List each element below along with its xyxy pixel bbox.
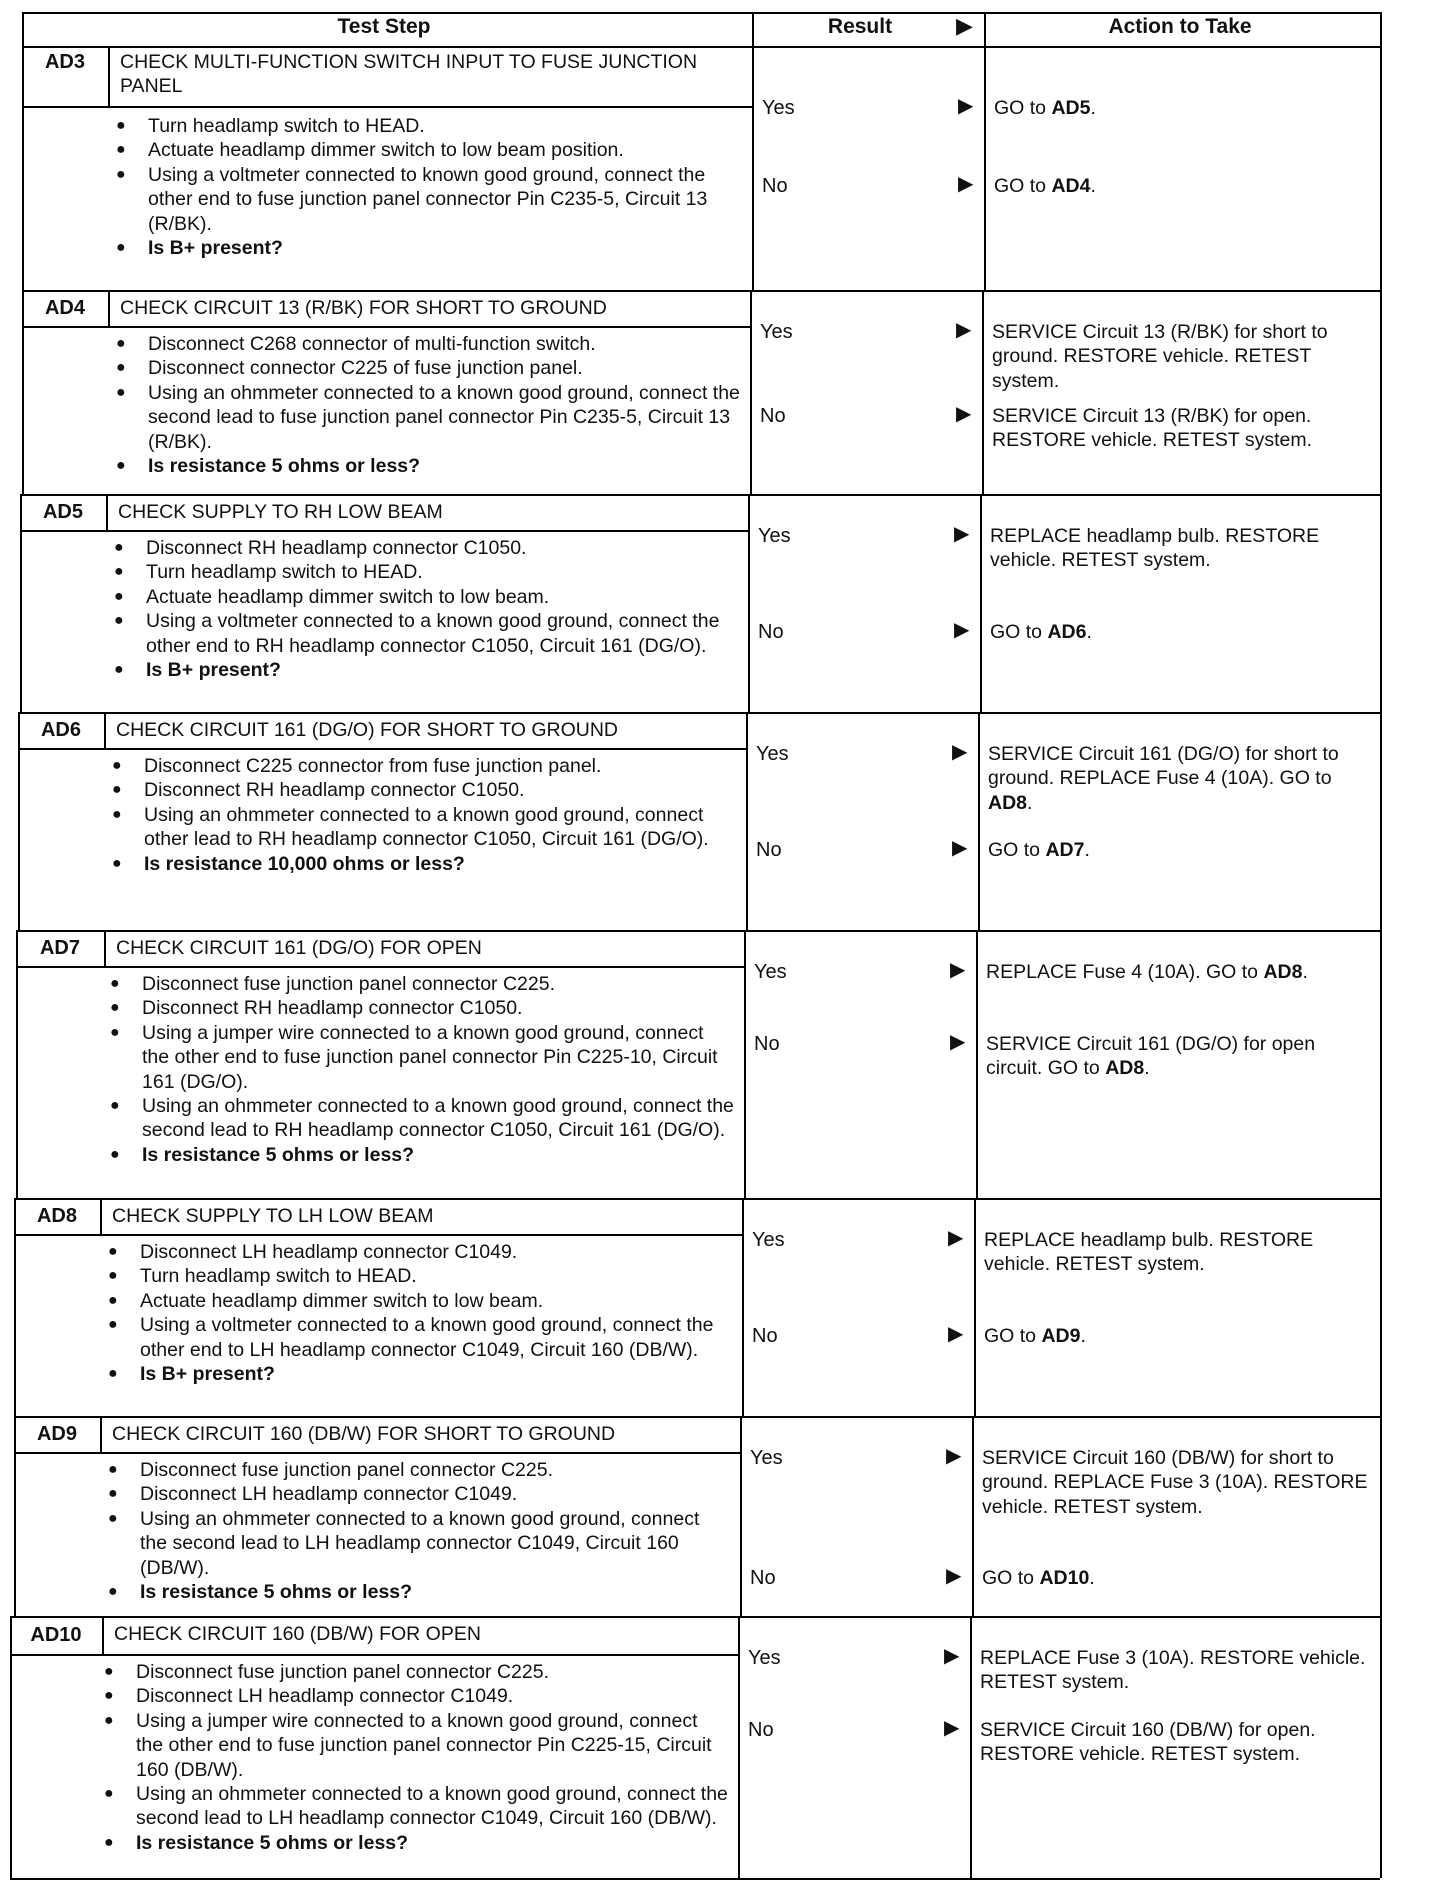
result-arrow-icon: ▶ bbox=[952, 837, 968, 859]
result-arrow-icon: ▶ bbox=[954, 619, 970, 641]
step-instructions bbox=[96, 1660, 728, 1855]
action-segment: AD7 bbox=[1045, 839, 1085, 861]
action-segment: . bbox=[1144, 1057, 1150, 1080]
step-id: AD6 bbox=[18, 712, 106, 748]
action-text bbox=[986, 1032, 1374, 1081]
action-segment: SERVICE Circuit 160 (DB/W) for open. RESTORE vehicle. RETEST system. bbox=[980, 1719, 1316, 1766]
step-question: ● Is resistance 5 ohms or less? bbox=[100, 1580, 730, 1604]
action-text bbox=[992, 404, 1374, 453]
action-text bbox=[984, 1324, 1374, 1348]
action-text bbox=[982, 1566, 1374, 1590]
col-divider-action bbox=[972, 1416, 974, 1616]
instruction-item: ● Turn headlamp switch to HEAD. bbox=[108, 114, 742, 138]
col-divider-action bbox=[970, 1616, 972, 1878]
step-instructions bbox=[102, 972, 734, 1167]
instruction-item: ● Actuate headlamp dimmer switch to low beam. bbox=[106, 585, 738, 609]
step-question: ● Is resistance 5 ohms or less? bbox=[96, 1831, 728, 1855]
action-text bbox=[988, 742, 1374, 815]
result-arrow-icon: ▶ bbox=[946, 1445, 962, 1467]
result-yes: Yes bbox=[758, 525, 791, 547]
action-segment: GO to bbox=[984, 1325, 1042, 1347]
action-segment: GO to bbox=[990, 621, 1048, 643]
action-segment: . bbox=[1080, 1325, 1086, 1347]
instruction-item: ● Using an ohmmeter connected to a known good ground, connect other lead to RH headlamp connector C1050, Circuit 161 (DG/O). bbox=[104, 803, 736, 852]
action-text bbox=[980, 1646, 1374, 1695]
action-segment: . bbox=[1027, 791, 1033, 814]
instruction-item: ● Using a jumper wire connected to a known good ground, connect the other end to fuse junction panel connector Pin C225-10, Circuit 161 (DG/O). bbox=[102, 1021, 734, 1094]
action-text bbox=[984, 1228, 1374, 1277]
action-text bbox=[986, 960, 1374, 984]
col-divider-step bbox=[738, 1616, 740, 1878]
action-segment: SERVICE Circuit 13 (R/BK) for open. RESTORE vehicle. RETEST system. bbox=[992, 405, 1313, 452]
step-title-underline bbox=[18, 748, 746, 750]
action-text bbox=[994, 96, 1374, 120]
instruction-item: ● Disconnect fuse junction panel connector C225. bbox=[100, 1458, 730, 1482]
step-title-underline bbox=[16, 966, 744, 968]
action-segment: SERVICE Circuit 13 (R/BK) for short to ground. RESTORE vehicle. RETEST system. bbox=[992, 321, 1328, 392]
result-arrow-icon: ▶ bbox=[946, 1565, 962, 1587]
step-instructions bbox=[108, 114, 742, 260]
step-instructions bbox=[106, 536, 738, 682]
step-title: CHECK CIRCUIT 161 (DG/O) FOR SHORT TO GROUND bbox=[116, 719, 619, 741]
step-title-underline bbox=[14, 1452, 740, 1454]
result-yes: Yes bbox=[754, 961, 787, 983]
step-title: CHECK MULTI-FUNCTION SWITCH INPUT TO FUSE JUNCTION PANEL bbox=[120, 51, 698, 97]
action-segment: . bbox=[1086, 621, 1092, 643]
col-divider-action bbox=[984, 46, 986, 290]
action-segment: GO to bbox=[982, 1567, 1040, 1589]
result-arrow-icon: ▶ bbox=[956, 319, 972, 341]
action-segment: AD8 bbox=[1263, 961, 1303, 983]
col-divider-step bbox=[742, 1198, 744, 1416]
step-id: AD3 bbox=[22, 46, 110, 106]
step-title-underline bbox=[20, 530, 748, 532]
step-question: ● Is resistance 5 ohms or less? bbox=[108, 454, 740, 478]
header-result: Result bbox=[827, 15, 893, 38]
step-instructions bbox=[100, 1458, 730, 1604]
header-col-divider bbox=[752, 12, 754, 46]
step-id: AD7 bbox=[16, 930, 106, 966]
instruction-item: ● Disconnect RH headlamp connector C1050. bbox=[102, 996, 734, 1020]
result-yes: Yes bbox=[762, 97, 795, 119]
instruction-item: ● Disconnect connector C225 of fuse junction panel. bbox=[108, 356, 740, 380]
step-title-underline bbox=[10, 1654, 738, 1656]
action-segment: AD5 bbox=[1051, 97, 1091, 119]
action-text bbox=[980, 1718, 1374, 1767]
col-divider-action bbox=[982, 290, 984, 494]
action-text bbox=[990, 620, 1374, 644]
step-id: AD5 bbox=[20, 494, 108, 530]
result-arrow-icon: ▶ bbox=[950, 1031, 966, 1053]
result-no: No bbox=[748, 1719, 774, 1741]
col-divider-action bbox=[980, 494, 982, 712]
action-segment: SERVICE Circuit 160 (DB/W) for short to ground. REPLACE Fuse 3 (10A). RESTORE vehicle. RETEST system. bbox=[982, 1447, 1368, 1518]
step-title: CHECK CIRCUIT 161 (DG/O) FOR OPEN bbox=[116, 937, 482, 959]
step-instructions bbox=[108, 332, 740, 478]
action-text bbox=[988, 838, 1374, 862]
step-title: CHECK SUPPLY TO RH LOW BEAM bbox=[118, 501, 443, 523]
step-question: ● Is resistance 5 ohms or less? bbox=[102, 1143, 734, 1167]
col-divider-step bbox=[746, 712, 748, 930]
result-arrow-icon: ▶ bbox=[948, 1227, 964, 1249]
instruction-item: ● Disconnect LH headlamp connector C1049. bbox=[96, 1684, 728, 1708]
result-no: No bbox=[752, 1325, 778, 1347]
instruction-item: ● Actuate headlamp dimmer switch to low beam position. bbox=[108, 138, 742, 162]
header-col-divider bbox=[984, 12, 986, 46]
action-segment: AD8 bbox=[988, 791, 1028, 814]
action-segment: REPLACE Fuse 4 (10A). GO to bbox=[986, 961, 1264, 983]
instruction-item: ● Using an ohmmeter connected to a known good ground, connect the second lead to LH headlamp connector C1049, Circuit 160 (DB/W). bbox=[100, 1507, 730, 1580]
col-divider-action bbox=[974, 1198, 976, 1416]
action-segment: AD6 bbox=[1047, 621, 1087, 643]
header-action: Action to Take bbox=[1108, 15, 1252, 38]
instruction-item: ● Actuate headlamp dimmer switch to low beam. bbox=[100, 1289, 732, 1313]
action-segment: GO to bbox=[988, 839, 1046, 861]
result-no: No bbox=[754, 1033, 780, 1055]
step-question: ● Is B+ present? bbox=[100, 1362, 732, 1386]
action-segment: AD10 bbox=[1039, 1567, 1090, 1589]
result-yes: Yes bbox=[756, 743, 789, 765]
result-arrow-icon: ▶ bbox=[952, 741, 968, 763]
result-yes: Yes bbox=[750, 1447, 783, 1469]
step-title-underline bbox=[14, 1234, 742, 1236]
col-divider-action bbox=[976, 930, 978, 1198]
result-arrow-icon: ▶ bbox=[956, 403, 972, 425]
action-segment: . bbox=[1090, 175, 1096, 197]
instruction-item: ● Disconnect C268 connector of multi-function switch. bbox=[108, 332, 740, 356]
instruction-item: ● Using a voltmeter connected to known good ground, connect the other end to fuse junction panel connector Pin C235-5, Circuit 13 (R/BK). bbox=[108, 163, 742, 236]
col-divider-action bbox=[978, 712, 980, 930]
instruction-item: ● Using a jumper wire connected to a known good ground, connect the other end to fuse junction panel connector Pin C225-15, Circuit 160 (DB/W). bbox=[96, 1709, 728, 1782]
action-segment: AD9 bbox=[1041, 1325, 1081, 1347]
result-no: No bbox=[762, 175, 788, 197]
action-segment: . bbox=[1090, 97, 1096, 119]
step-instructions bbox=[104, 754, 736, 876]
step-id: AD8 bbox=[14, 1198, 102, 1234]
result-yes: Yes bbox=[748, 1647, 781, 1669]
action-segment: REPLACE headlamp bulb. RESTORE vehicle. RETEST system. bbox=[990, 525, 1320, 572]
header-test-step: Test Step bbox=[337, 15, 431, 38]
result-yes: Yes bbox=[760, 321, 793, 343]
col-divider-step bbox=[752, 46, 754, 290]
instruction-item: ● Disconnect RH headlamp connector C1050. bbox=[106, 536, 738, 560]
col-divider-step bbox=[748, 494, 750, 712]
result-no: No bbox=[760, 405, 786, 427]
action-segment: AD4 bbox=[1051, 175, 1091, 197]
instruction-item: ● Disconnect LH headlamp connector C1049. bbox=[100, 1240, 732, 1264]
table-top-border bbox=[22, 12, 1380, 14]
table-bottom-border bbox=[10, 1878, 1380, 1880]
action-segment: GO to bbox=[994, 97, 1052, 119]
result-arrow-icon: ▶ bbox=[954, 523, 970, 545]
step-title-underline bbox=[22, 106, 752, 108]
result-arrow-icon: ▶ bbox=[944, 1645, 960, 1667]
action-text bbox=[990, 524, 1374, 573]
instruction-item: ● Using a voltmeter connected to a known good ground, connect the other end to RH headlamp connector C1050, Circuit 161 (DG/O). bbox=[106, 609, 738, 658]
step-id: AD10 bbox=[10, 1616, 104, 1654]
step-id: AD4 bbox=[22, 290, 110, 326]
result-arrow-icon: ▶ bbox=[958, 95, 974, 117]
action-segment: SERVICE Circuit 161 (DG/O) for short to ground. REPLACE Fuse 4 (10A). GO to bbox=[988, 743, 1339, 790]
instruction-item: ● Turn headlamp switch to HEAD. bbox=[100, 1264, 732, 1288]
action-segment: GO to bbox=[994, 175, 1052, 197]
result-arrow-icon: ▶ bbox=[950, 959, 966, 981]
table-right-border bbox=[1380, 12, 1382, 1878]
step-title: CHECK CIRCUIT 13 (R/BK) FOR SHORT TO GROUND bbox=[120, 297, 607, 319]
step-instructions bbox=[100, 1240, 732, 1386]
col-divider-step bbox=[744, 930, 746, 1198]
instruction-item: ● Disconnect fuse junction panel connector C225. bbox=[102, 972, 734, 996]
result-yes: Yes bbox=[752, 1229, 785, 1251]
action-text bbox=[982, 1446, 1374, 1519]
step-title: CHECK SUPPLY TO LH LOW BEAM bbox=[112, 1205, 434, 1227]
instruction-item: ● Disconnect fuse junction panel connector C225. bbox=[96, 1660, 728, 1684]
action-segment: REPLACE Fuse 3 (10A). RESTORE vehicle. RETEST system. bbox=[980, 1647, 1366, 1694]
instruction-item: ● Turn headlamp switch to HEAD. bbox=[106, 560, 738, 584]
instruction-item: ● Using an ohmmeter connected to a known good ground, connect the second lead to fuse junction panel connector Pin C235-5, Circuit 13 (R/BK). bbox=[108, 381, 740, 454]
action-segment: . bbox=[1302, 961, 1308, 983]
step-title-underline bbox=[22, 326, 750, 328]
action-segment: . bbox=[1084, 839, 1090, 861]
instruction-item: ● Disconnect C225 connector from fuse junction panel. bbox=[104, 754, 736, 778]
instruction-item: ● Using an ohmmeter connected to a known good ground, connect the second lead to LH headlamp connector C1049, Circuit 160 (DB/W). bbox=[96, 1782, 728, 1831]
result-arrow-icon: ▶ bbox=[948, 1323, 964, 1345]
header-left-border bbox=[22, 12, 24, 46]
action-segment: . bbox=[1089, 1567, 1095, 1589]
action-segment: SERVICE Circuit 161 (DG/O) for open circuit. GO to bbox=[986, 1033, 1316, 1080]
step-id: AD9 bbox=[14, 1416, 102, 1452]
result-no: No bbox=[750, 1567, 776, 1589]
action-text bbox=[992, 320, 1374, 393]
instruction-item: ● Disconnect LH headlamp connector C1049. bbox=[100, 1482, 730, 1506]
header-arrow-icon: ▶ bbox=[956, 13, 973, 38]
step-title: CHECK CIRCUIT 160 (DB/W) FOR OPEN bbox=[114, 1623, 481, 1645]
row-left-border bbox=[16, 930, 18, 1198]
step-question: ● Is B+ present? bbox=[106, 658, 738, 682]
instruction-item: ● Using a voltmeter connected to a known good ground, connect the other end to LH headlamp connector C1049, Circuit 160 (DB/W). bbox=[100, 1313, 732, 1362]
result-no: No bbox=[758, 621, 784, 643]
step-question: ● Is resistance 10,000 ohms or less? bbox=[104, 852, 736, 876]
step-question: ● Is B+ present? bbox=[108, 236, 742, 260]
instruction-item: ● Disconnect RH headlamp connector C1050. bbox=[104, 778, 736, 802]
result-no: No bbox=[756, 839, 782, 861]
action-segment: REPLACE headlamp bulb. RESTORE vehicle. RETEST system. bbox=[984, 1229, 1314, 1276]
action-segment: AD8 bbox=[1105, 1057, 1145, 1080]
col-divider-step bbox=[750, 290, 752, 494]
result-arrow-icon: ▶ bbox=[944, 1717, 960, 1739]
step-title: CHECK CIRCUIT 160 (DB/W) FOR SHORT TO GROUND bbox=[112, 1423, 616, 1445]
result-arrow-icon: ▶ bbox=[958, 173, 974, 195]
col-divider-step bbox=[740, 1416, 742, 1616]
action-text bbox=[994, 174, 1374, 198]
instruction-item: ● Using an ohmmeter connected to a known good ground, connect the second lead to RH headlamp connector C1050, Circuit 161 (DG/O). bbox=[102, 1094, 734, 1143]
